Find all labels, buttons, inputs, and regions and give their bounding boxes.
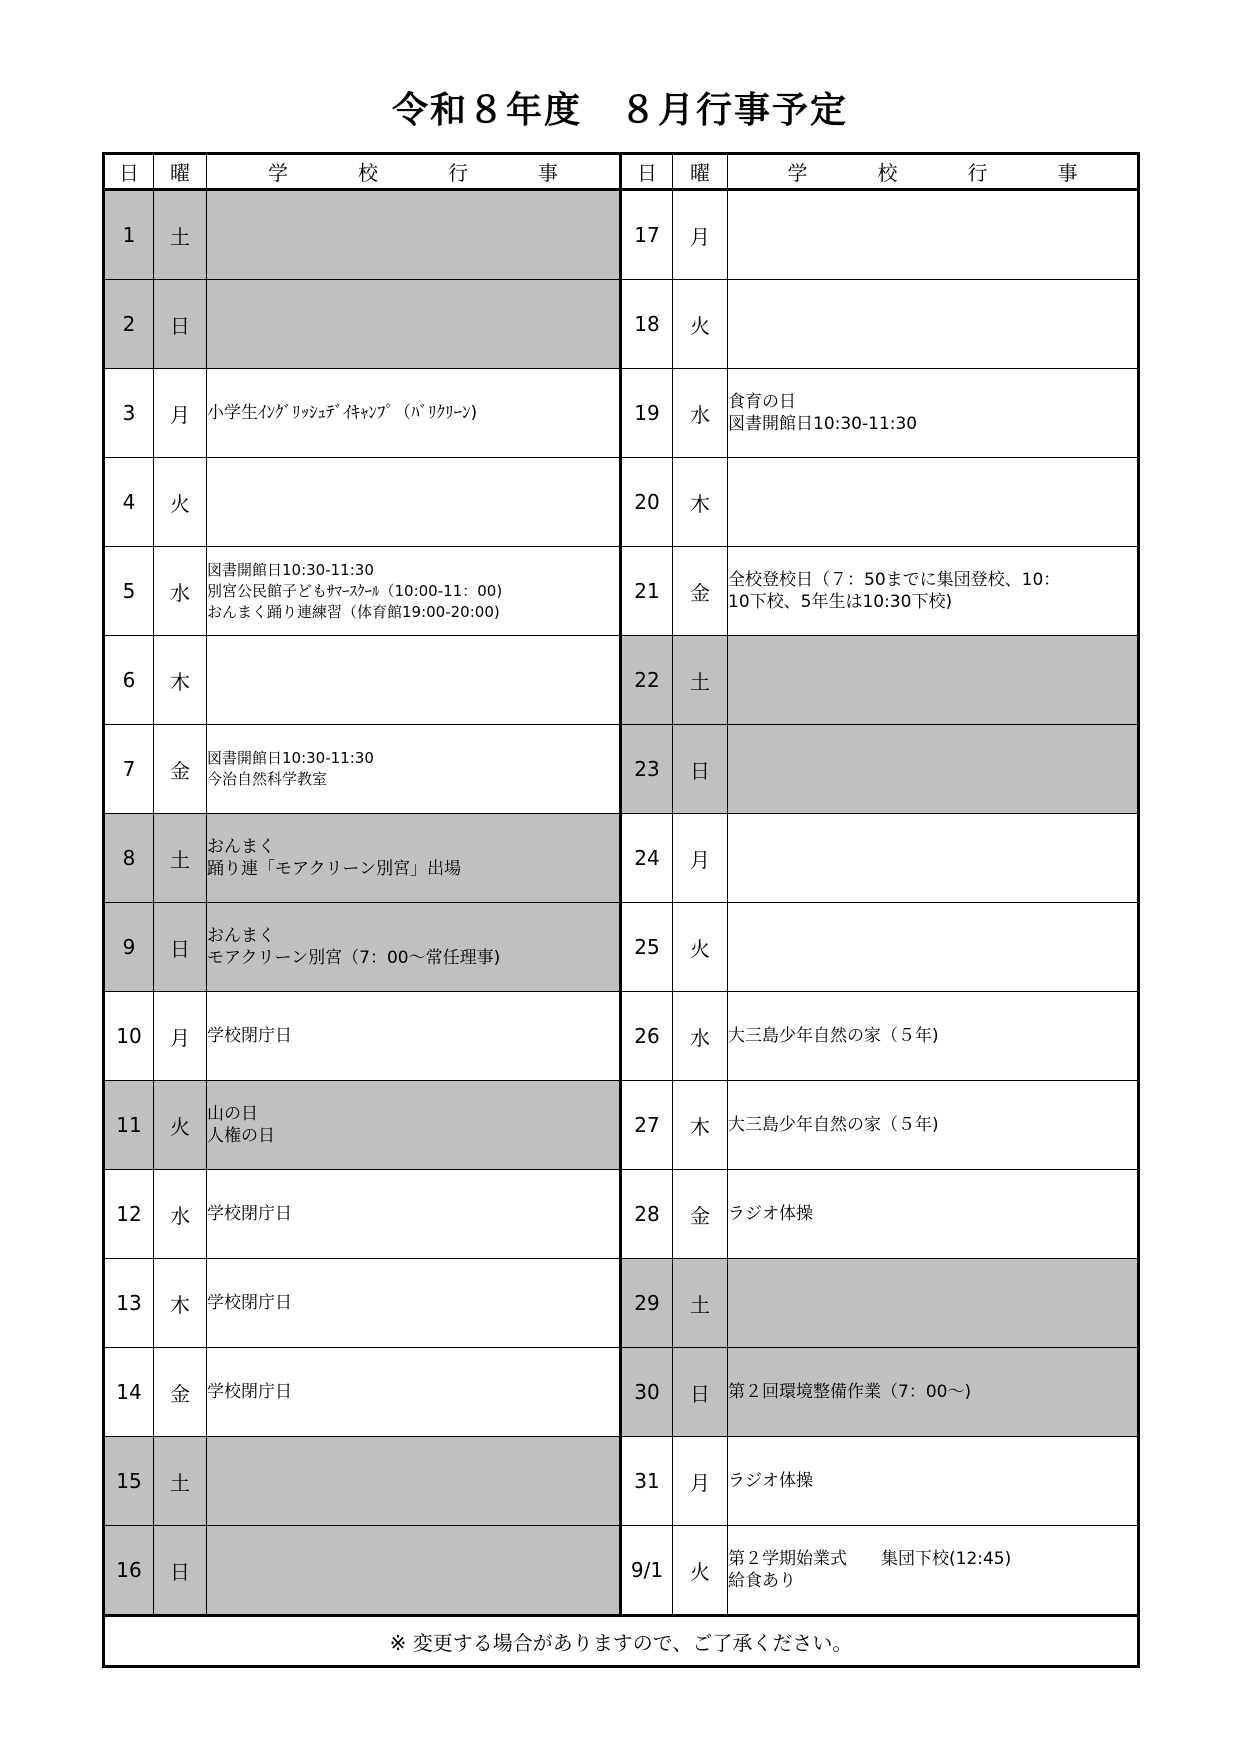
event-line: 学校閉庁日: [207, 1204, 292, 1224]
event-line: 第２学期始業式 集団下校(12:45): [728, 1549, 1012, 1569]
event-line: 学校閉庁日: [207, 1382, 292, 1402]
events-cell: [207, 369, 621, 458]
header-day-right: 日: [621, 154, 673, 190]
weekday: 土: [154, 1437, 207, 1526]
header-char: 事: [1057, 161, 1078, 185]
weekday: 木: [154, 1259, 207, 1348]
day-number: 21: [621, 547, 673, 636]
table-row: [104, 1170, 1139, 1259]
event-line: おんまく: [207, 837, 275, 857]
day-number: 27: [621, 1081, 673, 1170]
events-cell: [207, 1526, 621, 1616]
events-cell: [728, 1259, 1139, 1348]
day-number: 23: [621, 725, 673, 814]
events-cell: [207, 1170, 621, 1259]
footer-row: [104, 1616, 1139, 1667]
events-cell: [207, 903, 621, 992]
event-line: 別宮公民館子どもｻﾏｰｽｸｰﾙ（10:00-11：00): [207, 581, 503, 600]
weekday: 木: [154, 636, 207, 725]
schedule-body: [104, 154, 1139, 1667]
weekday: 木: [673, 1081, 728, 1170]
events-cell: [728, 1170, 1139, 1259]
day-number: 2: [104, 280, 154, 369]
day-number: 5: [104, 547, 154, 636]
header-char: 校: [358, 161, 378, 185]
header-char: 学: [268, 161, 288, 185]
event-line: 全校登校日（７：50までに集団登校、10：: [728, 570, 1061, 590]
events-cell: [207, 725, 621, 814]
day-number: 15: [104, 1437, 154, 1526]
event-line: 山の日: [207, 1104, 258, 1124]
weekday: 月: [673, 1437, 728, 1526]
weekday: 日: [154, 903, 207, 992]
event-line: 第２回環境整備作業（7：00～): [728, 1382, 972, 1402]
page-title: 令和８年度 ８月行事予定: [391, 90, 848, 131]
event-line: 図書開館日10:30-11:30: [728, 414, 918, 434]
weekday: 土: [154, 814, 207, 903]
events-cell: [728, 992, 1139, 1081]
events-cell: [207, 636, 621, 725]
weekday: 土: [673, 636, 728, 725]
table-header: [104, 154, 1139, 190]
weekday: 金: [673, 1170, 728, 1259]
weekday: 日: [154, 1526, 207, 1616]
weekday: 水: [154, 1170, 207, 1259]
table-row: [104, 190, 1139, 280]
header-events-left: [207, 154, 621, 190]
day-number: 30: [621, 1348, 673, 1437]
day-number: 14: [104, 1348, 154, 1437]
day-number: 9/1: [621, 1526, 673, 1616]
weekday: 火: [673, 903, 728, 992]
events-cell: [728, 814, 1139, 903]
table-row: [104, 1348, 1139, 1437]
schedule-table: [102, 152, 1140, 1668]
header-events-right: [728, 154, 1139, 190]
table-row: [104, 458, 1139, 547]
events-cell: [207, 1259, 621, 1348]
day-number: 10: [104, 992, 154, 1081]
events-cell: [207, 190, 621, 280]
day-number: 8: [104, 814, 154, 903]
events-cell: [728, 280, 1139, 369]
weekday: 日: [673, 725, 728, 814]
event-line: 10下校、5年生は10:30下校): [728, 592, 953, 612]
weekday: 月: [154, 992, 207, 1081]
events-cell: [728, 1526, 1139, 1616]
weekday: 水: [154, 547, 207, 636]
weekday: 月: [154, 369, 207, 458]
table-row: [104, 547, 1139, 636]
day-number: 13: [104, 1259, 154, 1348]
events-cell: [728, 190, 1139, 280]
weekday: 金: [154, 1348, 207, 1437]
day-number: 29: [621, 1259, 673, 1348]
day-number: 3: [104, 369, 154, 458]
weekday: 日: [673, 1348, 728, 1437]
day-number: 31: [621, 1437, 673, 1526]
event-line: 給食あり: [728, 1571, 796, 1591]
day-number: 9: [104, 903, 154, 992]
day-number: 7: [104, 725, 154, 814]
event-line: 大三島少年自然の家（５年): [728, 1115, 939, 1135]
weekday: 火: [673, 280, 728, 369]
event-line: 小学生ｲﾝｸﾞﾘｯｼｭﾃﾞｲｷｬﾝﾌﾟ（ﾊﾞﾘｸﾘｰﾝ): [207, 403, 478, 423]
events-cell: [728, 458, 1139, 547]
event-line: 学校閉庁日: [207, 1293, 292, 1313]
event-line: 学校閉庁日: [207, 1026, 292, 1046]
event-line: 食育の日: [728, 392, 796, 412]
header-char: 学: [787, 161, 808, 185]
table-row: [104, 725, 1139, 814]
day-number: 17: [621, 190, 673, 280]
day-number: 6: [104, 636, 154, 725]
weekday: 日: [154, 280, 207, 369]
weekday: 月: [673, 190, 728, 280]
weekday: 土: [673, 1259, 728, 1348]
events-cell: [728, 1348, 1139, 1437]
weekday: 金: [154, 725, 207, 814]
day-number: 22: [621, 636, 673, 725]
weekday: 水: [673, 992, 728, 1081]
header-day-left: 日: [104, 154, 154, 190]
table-row: [104, 1437, 1139, 1526]
weekday: 木: [673, 458, 728, 547]
day-number: 19: [621, 369, 673, 458]
event-line: おんまく: [207, 926, 275, 946]
day-number: 26: [621, 992, 673, 1081]
day-number: 25: [621, 903, 673, 992]
day-number: 4: [104, 458, 154, 547]
table-row: [104, 1081, 1139, 1170]
header-char: 事: [538, 161, 558, 185]
table-row: [104, 280, 1139, 369]
event-line: 大三島少年自然の家（５年): [728, 1026, 939, 1046]
event-line: モアクリーン別宮（7：00～常任理事): [207, 948, 501, 968]
events-cell: [728, 369, 1139, 458]
event-line: 図書開館日10:30-11:30: [207, 560, 374, 579]
events-cell: [207, 814, 621, 903]
day-number: 20: [621, 458, 673, 547]
day-number: 24: [621, 814, 673, 903]
events-cell: [207, 458, 621, 547]
table-row: [104, 1526, 1139, 1616]
weekday: 火: [154, 1081, 207, 1170]
header-char: 行: [967, 161, 988, 185]
event-line: ラジオ体操: [728, 1204, 813, 1224]
table-row: [104, 636, 1139, 725]
event-line: ラジオ体操: [728, 1471, 813, 1491]
event-line: 今治自然科学教室: [207, 770, 328, 788]
weekday: 火: [673, 1526, 728, 1616]
weekday: 水: [673, 369, 728, 458]
weekday: 土: [154, 190, 207, 280]
day-number: 1: [104, 190, 154, 280]
day-number: 18: [621, 280, 673, 369]
header-char: 行: [448, 161, 468, 185]
table-row: [104, 814, 1139, 903]
footer-note: ※ 変更する場合がありますので、ご了承ください。: [104, 1616, 1139, 1667]
events-cell: [207, 280, 621, 369]
events-cell: [728, 636, 1139, 725]
table-row: [104, 1259, 1139, 1348]
events-cell: [728, 1081, 1139, 1170]
event-line: 踊り連「モアクリーン別宮」出場: [207, 859, 462, 879]
weekday: 金: [673, 547, 728, 636]
weekday: 火: [154, 458, 207, 547]
event-line: おんまく踊り連練習（体育館19:00-20:00): [207, 602, 500, 621]
day-number: 12: [104, 1170, 154, 1259]
table-row: [104, 992, 1139, 1081]
table-row: [104, 903, 1139, 992]
events-cell: [728, 1437, 1139, 1526]
events-cell: [728, 903, 1139, 992]
header-char: 校: [877, 161, 898, 185]
events-cell: [207, 992, 621, 1081]
table-row: [104, 369, 1139, 458]
day-number: 16: [104, 1526, 154, 1616]
events-cell: [207, 1081, 621, 1170]
weekday: 月: [673, 814, 728, 903]
day-number: 11: [104, 1081, 154, 1170]
events-cell: [728, 725, 1139, 814]
header-weekday-right: 曜: [673, 154, 728, 190]
events-cell: [207, 1348, 621, 1437]
events-cell: [207, 547, 621, 636]
day-number: 28: [621, 1170, 673, 1259]
events-cell: [728, 547, 1139, 636]
header-weekday-left: 曜: [154, 154, 207, 190]
event-line: 図書開館日10:30-11:30: [207, 749, 374, 767]
events-cell: [207, 1437, 621, 1526]
event-line: 人権の日: [207, 1126, 275, 1146]
